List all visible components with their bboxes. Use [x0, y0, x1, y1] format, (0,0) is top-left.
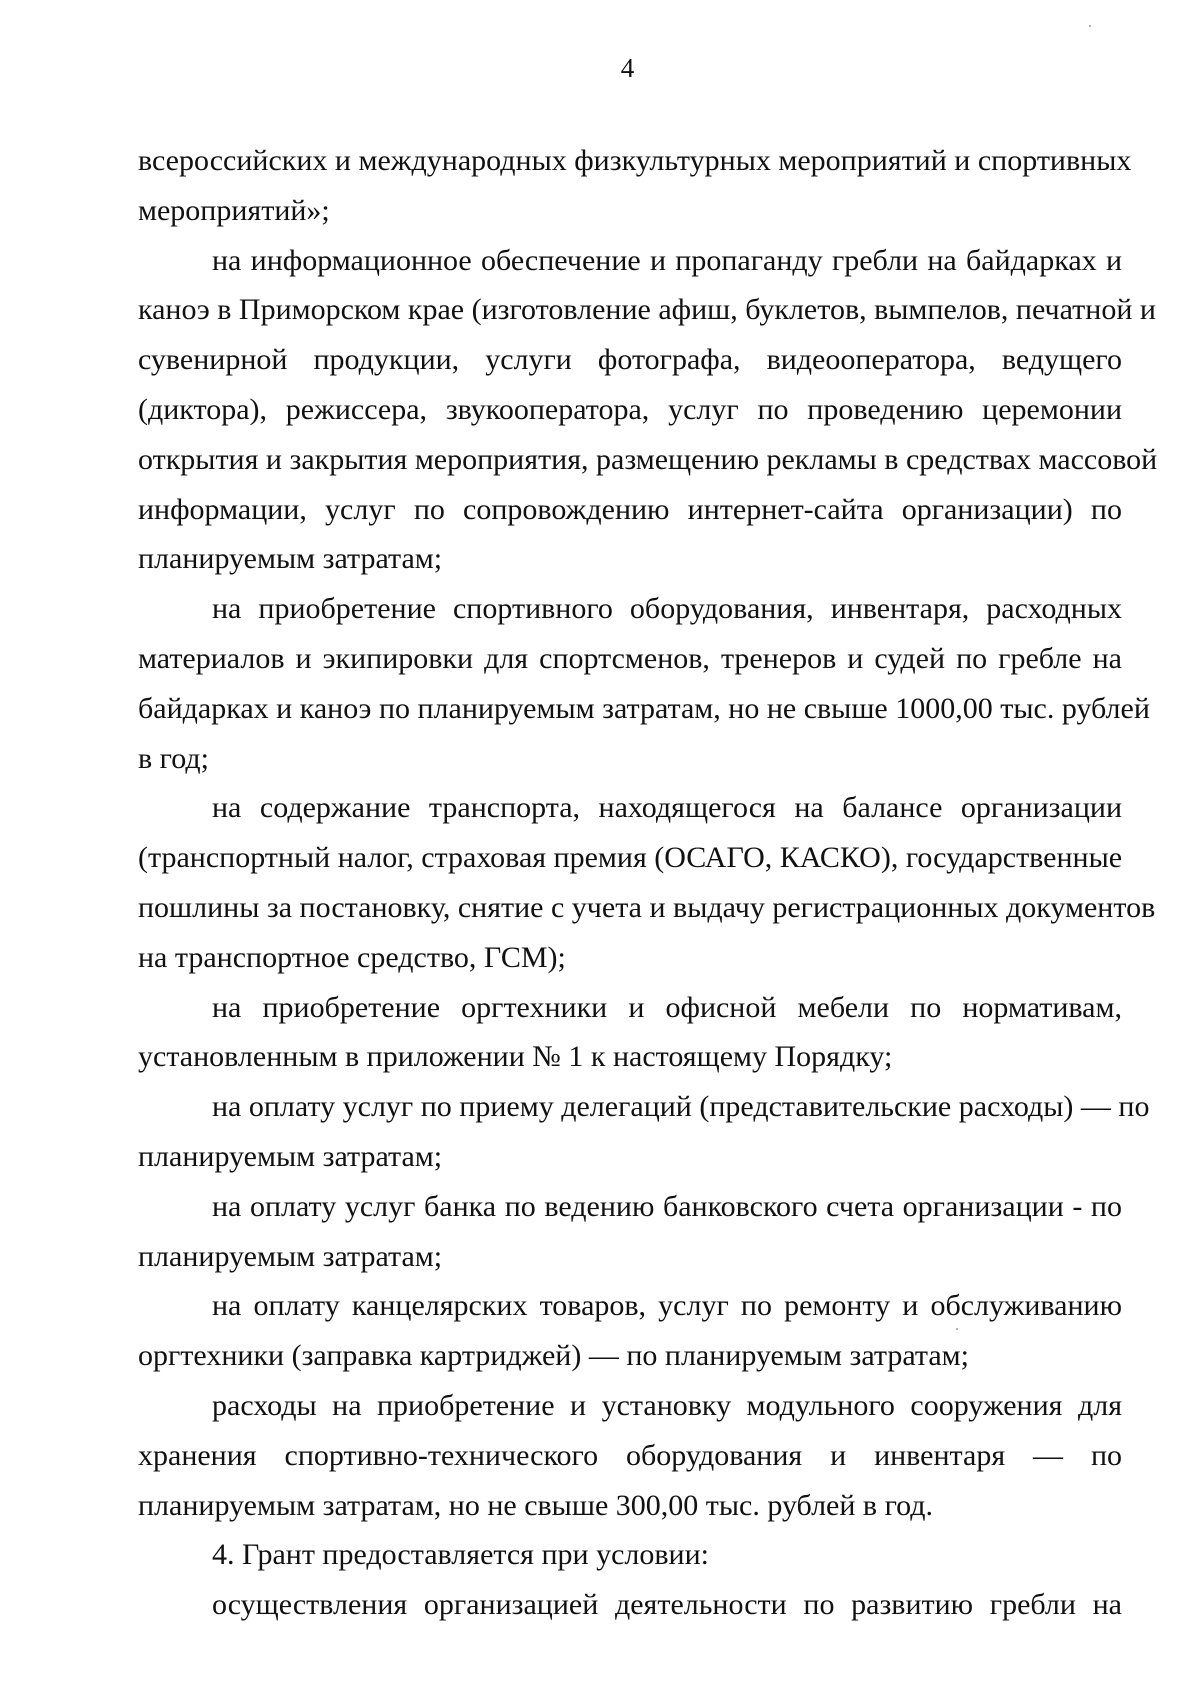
text-line: материалов и экипировки для спортсменов, тренеров и судей по гребле на [138, 641, 1122, 675]
text-line: 4. Грант предоставляется при условии: [212, 1538, 709, 1572]
text-line: оргтехники (заправка картриджей) — по планируемым затратам; [138, 1339, 970, 1373]
text-line: установленным в приложении № 1 к настоящему Порядку; [138, 1040, 893, 1074]
text-line: планируемым затратам; [138, 542, 443, 576]
text-line: на приобретение оргтехники и офисной мебели по нормативам, [212, 990, 1122, 1024]
text-line: открытия и закрытия мероприятия, размещению рекламы в средствах массовой [138, 442, 1158, 476]
text-line: на содержание транспорта, находящегося на балансе организации [212, 791, 1122, 825]
text-line: пошлины за постановку, снятие с учета и выдачу регистрационных документов [138, 890, 1156, 924]
text-line: мероприятий»; [138, 193, 330, 227]
text-line: планируемым затратам; [138, 1239, 443, 1273]
page-number: 4 [620, 53, 635, 83]
text-line: хранения спортивно-технического оборудования и инвентаря — по [138, 1438, 1122, 1472]
text-line: расходы на приобретение и установку модульного сооружения для [212, 1388, 1122, 1422]
scan-speck [1089, 25, 1091, 27]
text-line: всероссийских и международных физкультурных мероприятий и спортивных [138, 144, 1132, 177]
text-line: осуществления организацией деятельности по развитию гребли на [212, 1588, 1122, 1622]
text-line: каноэ в Приморском крае (изготовление афиш, буклетов, вымпелов, печатной и [138, 293, 1156, 327]
text-line: на транспортное средство, ГСМ); [138, 940, 566, 974]
text-line: планируемым затратам; [138, 1139, 443, 1173]
text-line: на оплату услуг банка по ведению банковского счета организации - по [212, 1189, 1122, 1223]
text-line: на информационное обеспечение и пропаганду гребли на байдарках и [212, 243, 1122, 277]
text-line: планируемым затратам, но не свыше 300,00 тыс. рублей в год. [138, 1488, 934, 1522]
document-body [138, 136, 1158, 1630]
text-line: (диктора), режиссера, звукооператора, услуг по проведению церемонии [138, 392, 1122, 426]
text-line: на оплату канцелярских товаров, услуг по ремонту и обслуживанию [212, 1289, 1122, 1323]
text-line: в год; [138, 741, 209, 775]
scan-speck [956, 1328, 958, 1330]
text-line: байдарках и каноэ по планируемым затратам, но не свыше 1000,00 тыс. рублей [138, 691, 1150, 725]
text-line: (транспортный налог, страховая премия (ОСАГО, КАСКО), государственные [138, 841, 1123, 875]
text-line: информации, услуг по сопровождению интернет-сайта организации) по [138, 492, 1122, 526]
text-line: на приобретение спортивного оборудования, инвентаря, расходных [212, 592, 1122, 626]
text-line: сувенирной продукции, услуги фотографа, видеооператора, ведущего [138, 343, 1122, 377]
text-line: на оплату услуг по приему делегаций (представительские расходы) — по [212, 1090, 1150, 1124]
